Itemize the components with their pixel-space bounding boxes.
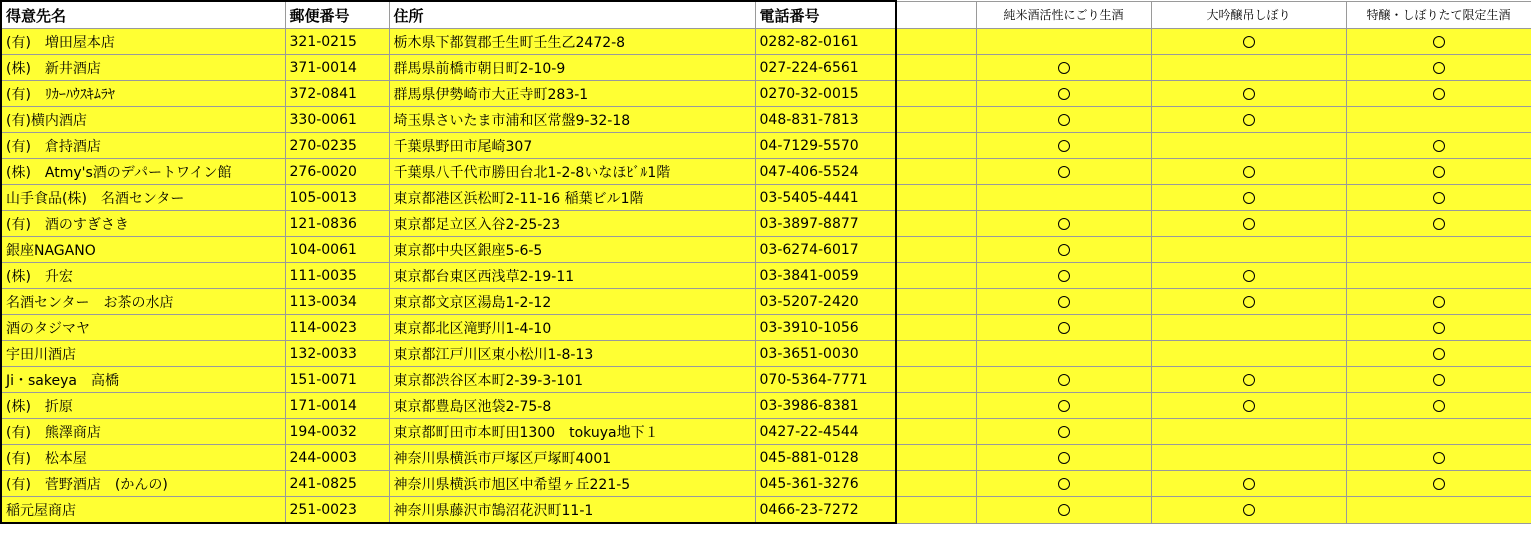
cell-phone[interactable]: 03-3841-0059 (755, 263, 896, 289)
cell-product1[interactable] (976, 471, 1151, 497)
table-row (1, 393, 1531, 419)
cell-zip[interactable]: 371-0014 (285, 55, 389, 81)
cell-product2[interactable] (1151, 341, 1346, 367)
cell-product1[interactable] (976, 445, 1151, 471)
cell-product2[interactable] (1151, 29, 1346, 55)
cell-product1[interactable] (976, 29, 1151, 55)
cell-zip[interactable]: 104-0061 (285, 237, 389, 263)
cell-product3[interactable] (1346, 159, 1531, 185)
cell-product3[interactable] (1346, 81, 1531, 107)
cell-store-name[interactable]: (株) Atmy's酒のデパートワイン館 (1, 159, 285, 185)
cell-product2[interactable] (1151, 419, 1346, 445)
cell-zip[interactable]: 330-0061 (285, 107, 389, 133)
table-row (1, 107, 1531, 133)
cell-product2[interactable] (1151, 471, 1346, 497)
cell-product1[interactable] (976, 315, 1151, 341)
cell-product2[interactable] (1151, 289, 1346, 315)
cell-blank[interactable] (896, 341, 976, 367)
cell-product3[interactable] (1346, 211, 1531, 237)
cell-phone[interactable]: 03-3910-1056 (755, 315, 896, 341)
circle-mark-icon (1433, 400, 1445, 412)
circle-mark-icon (1058, 88, 1070, 100)
circle-mark-icon (1243, 504, 1255, 516)
cell-store-name[interactable]: 山手食品(株) 名酒センター (1, 185, 285, 211)
cell-product1[interactable] (976, 159, 1151, 185)
circle-mark-icon (1243, 166, 1255, 178)
circle-mark-icon (1243, 374, 1255, 386)
cell-product1[interactable] (976, 185, 1151, 211)
table-row (1, 159, 1531, 185)
cell-product3[interactable] (1346, 367, 1531, 393)
circle-mark-icon (1058, 296, 1070, 308)
cell-product2[interactable] (1151, 315, 1346, 341)
cell-zip[interactable]: 244-0003 (285, 445, 389, 471)
cell-address[interactable]: 栃木県下都賀郡壬生町壬生乙2472-8 (389, 29, 755, 55)
cell-address[interactable]: 東京都豊島区池袋2-75-8 (389, 393, 755, 419)
header-address[interactable]: 住所 (389, 1, 755, 29)
circle-mark-icon (1433, 478, 1445, 490)
circle-mark-icon (1058, 452, 1070, 464)
cell-phone[interactable]: 070-5364-7771 (755, 367, 896, 393)
cell-address[interactable]: 東京都足立区入谷2-25-23 (389, 211, 755, 237)
cell-product2[interactable] (1151, 185, 1346, 211)
circle-mark-icon (1433, 140, 1445, 152)
cell-product3[interactable] (1346, 445, 1531, 471)
circle-mark-icon (1433, 218, 1445, 230)
circle-mark-icon (1058, 140, 1070, 152)
cell-product2[interactable] (1151, 81, 1346, 107)
cell-address[interactable]: 東京都港区浜松町2-11-16 稲葉ビル1階 (389, 185, 755, 211)
cell-phone[interactable]: 045-361-3276 (755, 471, 896, 497)
circle-mark-icon (1433, 348, 1445, 360)
header-zip[interactable]: 郵便番号 (285, 1, 389, 29)
circle-mark-icon (1433, 62, 1445, 74)
header-phone[interactable]: 電話番号 (755, 1, 896, 29)
cell-store-name[interactable]: Ji・sakeya 高橋 (1, 367, 285, 393)
cell-product1[interactable] (976, 341, 1151, 367)
table-row (1, 211, 1531, 237)
cell-product2[interactable] (1151, 367, 1346, 393)
cell-blank[interactable] (896, 497, 976, 524)
cell-blank[interactable] (896, 263, 976, 289)
cell-store-name[interactable]: (有) 倉持酒店 (1, 133, 285, 159)
cell-store-name[interactable]: (有) 菅野酒店 (かんの) (1, 471, 285, 497)
table-row (1, 81, 1531, 107)
cell-product3[interactable] (1346, 419, 1531, 445)
cell-blank[interactable] (896, 55, 976, 81)
cell-product3[interactable] (1346, 471, 1531, 497)
cell-store-name[interactable]: 稲元屋商店 (1, 497, 285, 524)
cell-blank[interactable] (896, 393, 976, 419)
cell-address[interactable]: 東京都中央区銀座5-6-5 (389, 237, 755, 263)
cell-store-name[interactable]: (有) 松本屋 (1, 445, 285, 471)
cell-address[interactable]: 東京都文京区湯島1-2-12 (389, 289, 755, 315)
cell-store-name[interactable]: (株) 新井酒店 (1, 55, 285, 81)
cell-zip[interactable]: 194-0032 (285, 419, 389, 445)
cell-phone[interactable]: 0466-23-7272 (755, 497, 896, 524)
circle-mark-icon (1433, 296, 1445, 308)
circle-mark-icon (1058, 166, 1070, 178)
cell-store-name[interactable]: (有) 熊澤商店 (1, 419, 285, 445)
cell-store-name[interactable]: (有) 増田屋本店 (1, 29, 285, 55)
cell-product2[interactable] (1151, 55, 1346, 81)
cell-product3[interactable] (1346, 133, 1531, 159)
cell-phone[interactable]: 03-5207-2420 (755, 289, 896, 315)
cell-zip[interactable]: 105-0013 (285, 185, 389, 211)
circle-mark-icon (1243, 88, 1255, 100)
circle-mark-icon (1058, 426, 1070, 438)
cell-blank[interactable] (896, 367, 976, 393)
cell-product3[interactable] (1346, 497, 1531, 524)
table-row (1, 133, 1531, 159)
cell-phone[interactable]: 03-5405-4441 (755, 185, 896, 211)
cell-product2[interactable] (1151, 237, 1346, 263)
circle-mark-icon (1243, 114, 1255, 126)
table-row (1, 445, 1531, 471)
table-row (1, 185, 1531, 211)
table-row (1, 55, 1531, 81)
cell-zip[interactable]: 111-0035 (285, 263, 389, 289)
cell-address[interactable]: 神奈川県藤沢市鵠沼花沢町11-1 (389, 497, 755, 524)
cell-product3[interactable] (1346, 263, 1531, 289)
cell-product2[interactable] (1151, 107, 1346, 133)
cell-store-name[interactable]: (有) 酒のすぎさき (1, 211, 285, 237)
table-row (1, 29, 1531, 55)
cell-address[interactable]: 群馬県前橋市朝日町2-10-9 (389, 55, 755, 81)
cell-product3[interactable] (1346, 107, 1531, 133)
cell-zip[interactable]: 151-0071 (285, 367, 389, 393)
cell-product2[interactable] (1151, 211, 1346, 237)
cell-store-name[interactable]: (有)横内酒店 (1, 107, 285, 133)
circle-mark-icon (1058, 218, 1070, 230)
cell-product1[interactable] (976, 55, 1151, 81)
cell-product3[interactable] (1346, 341, 1531, 367)
cell-product2[interactable] (1151, 393, 1346, 419)
cell-product1[interactable] (976, 367, 1151, 393)
cell-zip[interactable]: 270-0235 (285, 133, 389, 159)
cell-product2[interactable] (1151, 263, 1346, 289)
circle-mark-icon (1058, 270, 1070, 282)
circle-mark-icon (1243, 400, 1255, 412)
cell-product1[interactable] (976, 263, 1151, 289)
cell-product3[interactable] (1346, 55, 1531, 81)
circle-mark-icon (1058, 62, 1070, 74)
cell-phone[interactable]: 0282-82-0161 (755, 29, 896, 55)
cell-zip[interactable]: 121-0836 (285, 211, 389, 237)
circle-mark-icon (1243, 192, 1255, 204)
cell-store-name[interactable]: (株) 升宏 (1, 263, 285, 289)
cell-store-name[interactable]: 名酒センター お茶の水店 (1, 289, 285, 315)
circle-mark-icon (1058, 374, 1070, 386)
table-row (1, 237, 1531, 263)
cell-address[interactable]: 千葉県野田市尾崎307 (389, 133, 755, 159)
circle-mark-icon (1058, 400, 1070, 412)
circle-mark-icon (1243, 270, 1255, 282)
cell-phone[interactable]: 048-831-7813 (755, 107, 896, 133)
cell-blank[interactable] (896, 107, 976, 133)
cell-product3[interactable] (1346, 393, 1531, 419)
cell-blank[interactable] (896, 315, 976, 341)
cell-product1[interactable] (976, 497, 1151, 524)
cell-product1[interactable] (976, 289, 1151, 315)
circle-mark-icon (1433, 374, 1445, 386)
cell-product1[interactable] (976, 107, 1151, 133)
cell-blank[interactable] (896, 289, 976, 315)
cell-product2[interactable] (1151, 445, 1346, 471)
circle-mark-icon (1433, 166, 1445, 178)
circle-mark-icon (1058, 478, 1070, 490)
circle-mark-icon (1058, 504, 1070, 516)
cell-blank[interactable] (896, 211, 976, 237)
cell-blank[interactable] (896, 29, 976, 55)
cell-address[interactable]: 埼玉県さいたま市浦和区常盤9-32-18 (389, 107, 755, 133)
header-product3[interactable]: 特醸・しぼりたて限定生酒 (1346, 1, 1531, 29)
cell-product2[interactable] (1151, 497, 1346, 524)
cell-product1[interactable] (976, 393, 1151, 419)
table-row (1, 367, 1531, 393)
cell-phone[interactable]: 03-3897-8877 (755, 211, 896, 237)
cell-product1[interactable] (976, 211, 1151, 237)
cell-product3[interactable] (1346, 185, 1531, 211)
cell-blank[interactable] (896, 237, 976, 263)
cell-blank[interactable] (896, 471, 976, 497)
circle-mark-icon (1433, 452, 1445, 464)
cell-product1[interactable] (976, 133, 1151, 159)
cell-address[interactable]: 神奈川県横浜市戸塚区戸塚町4001 (389, 445, 755, 471)
table-row (1, 315, 1531, 341)
cell-product3[interactable] (1346, 29, 1531, 55)
table-row (1, 341, 1531, 367)
cell-zip[interactable]: 372-0841 (285, 81, 389, 107)
cell-blank[interactable] (896, 159, 976, 185)
circle-mark-icon (1433, 192, 1445, 204)
cell-zip[interactable]: 251-0023 (285, 497, 389, 524)
circle-mark-icon (1433, 36, 1445, 48)
cell-address[interactable]: 神奈川県横浜市旭区中希望ヶ丘221-5 (389, 471, 755, 497)
cell-address[interactable]: 東京都北区滝野川1-4-10 (389, 315, 755, 341)
cell-blank[interactable] (896, 81, 976, 107)
cell-zip[interactable]: 132-0033 (285, 341, 389, 367)
table-row (1, 263, 1531, 289)
cell-product2[interactable] (1151, 159, 1346, 185)
cell-blank[interactable] (896, 419, 976, 445)
cell-blank[interactable] (896, 445, 976, 471)
header-name[interactable]: 得意先名 (1, 1, 285, 29)
cell-address[interactable]: 群馬県伊勢崎市大正寺町283-1 (389, 81, 755, 107)
header-blank[interactable] (896, 1, 976, 29)
cell-phone[interactable]: 045-881-0128 (755, 445, 896, 471)
circle-mark-icon (1433, 88, 1445, 100)
table-row (1, 419, 1531, 445)
cell-store-name[interactable]: (株) 折原 (1, 393, 285, 419)
cell-address[interactable]: 千葉県八千代市勝田台北1-2-8いなほﾋﾞﾙ1階 (389, 159, 755, 185)
circle-mark-icon (1058, 244, 1070, 256)
cell-product3[interactable] (1346, 237, 1531, 263)
cell-product3[interactable] (1346, 315, 1531, 341)
circle-mark-icon (1058, 322, 1070, 334)
cell-store-name[interactable]: (有) ﾘｶｰﾊｳｽｷﾑﾗﾔ (1, 81, 285, 107)
cell-zip[interactable]: 241-0825 (285, 471, 389, 497)
table-row (1, 471, 1531, 497)
cell-phone[interactable]: 03-3986-8381 (755, 393, 896, 419)
circle-mark-icon (1243, 478, 1255, 490)
cell-phone[interactable]: 03-3651-0030 (755, 341, 896, 367)
header-product2[interactable]: 大吟醸吊しぼり (1151, 1, 1346, 29)
header-row (1, 1, 1531, 29)
cell-store-name[interactable]: 宇田川酒店 (1, 341, 285, 367)
cell-blank[interactable] (896, 185, 976, 211)
cell-phone[interactable]: 0427-22-4544 (755, 419, 896, 445)
cell-address[interactable]: 東京都町田市本町田1300 tokuya地下１ (389, 419, 755, 445)
cell-zip[interactable]: 276-0020 (285, 159, 389, 185)
cell-product1[interactable] (976, 237, 1151, 263)
circle-mark-icon (1243, 296, 1255, 308)
header-product1[interactable]: 純米酒活性にごり生酒 (976, 1, 1151, 29)
cell-store-name[interactable]: 銀座NAGANO (1, 237, 285, 263)
circle-mark-icon (1433, 322, 1445, 334)
cell-zip[interactable]: 321-0215 (285, 29, 389, 55)
cell-store-name[interactable]: 酒のタジマヤ (1, 315, 285, 341)
cell-phone[interactable]: 0270-32-0015 (755, 81, 896, 107)
cell-zip[interactable]: 171-0014 (285, 393, 389, 419)
circle-mark-icon (1243, 218, 1255, 230)
cell-address[interactable]: 東京都台東区西浅草2-19-11 (389, 263, 755, 289)
cell-product2[interactable] (1151, 133, 1346, 159)
cell-address[interactable]: 東京都渋谷区本町2-39-3-101 (389, 367, 755, 393)
cell-product1[interactable] (976, 419, 1151, 445)
table-row (1, 289, 1531, 315)
circle-mark-icon (1243, 36, 1255, 48)
cell-zip[interactable]: 113-0034 (285, 289, 389, 315)
cell-zip[interactable]: 114-0023 (285, 315, 389, 341)
cell-address[interactable]: 東京都江戸川区東小松川1-8-13 (389, 341, 755, 367)
cell-phone[interactable]: 04-7129-5570 (755, 133, 896, 159)
cell-product1[interactable] (976, 81, 1151, 107)
circle-mark-icon (1058, 114, 1070, 126)
table-row (1, 497, 1531, 524)
cell-phone[interactable]: 03-6274-6017 (755, 237, 896, 263)
cell-phone[interactable]: 047-406-5524 (755, 159, 896, 185)
cell-blank[interactable] (896, 133, 976, 159)
cell-product3[interactable] (1346, 289, 1531, 315)
cell-phone[interactable]: 027-224-6561 (755, 55, 896, 81)
